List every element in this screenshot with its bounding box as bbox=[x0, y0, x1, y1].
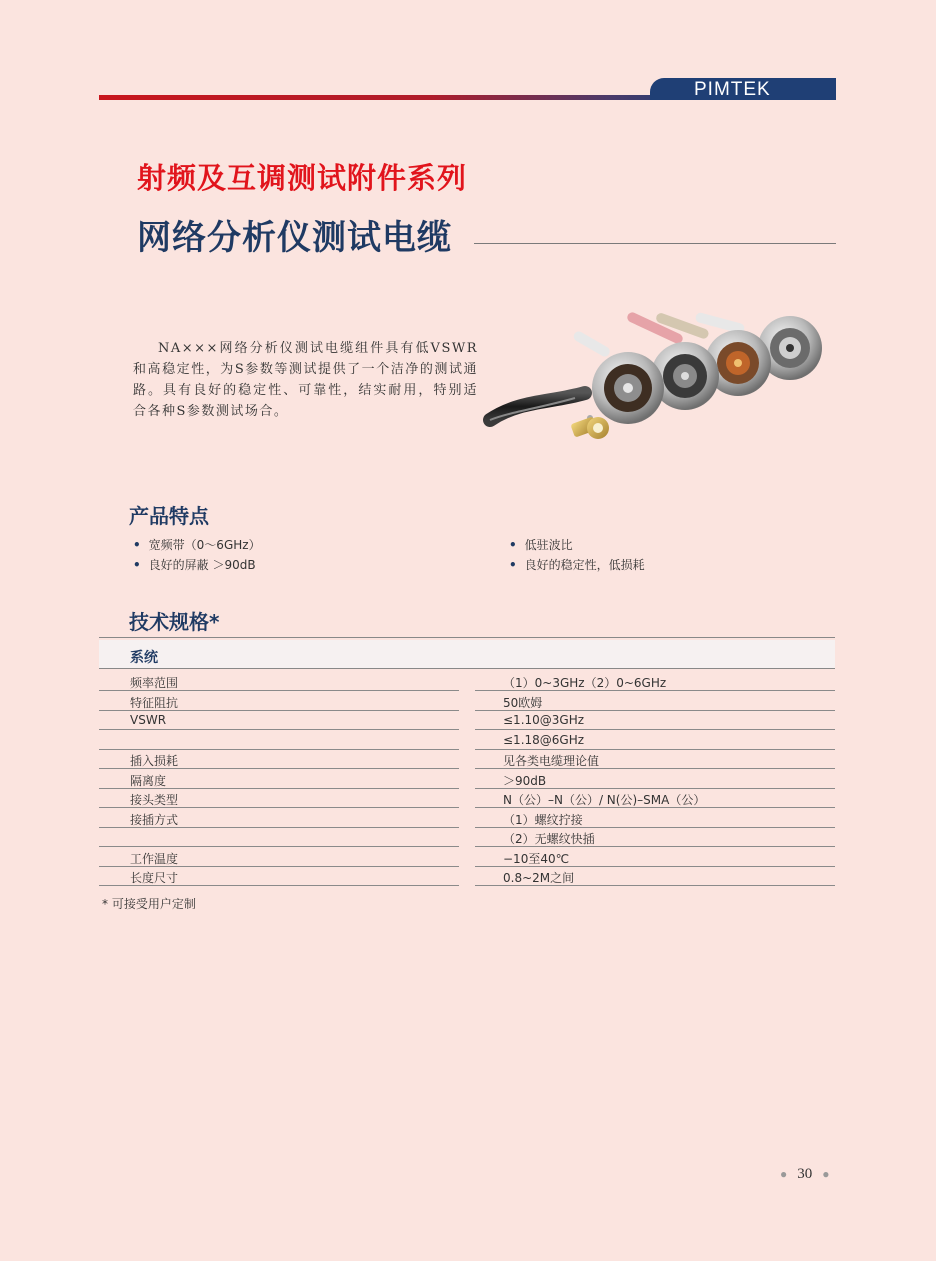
spec-label: 频率范围 bbox=[130, 676, 179, 690]
features-heading: 产品特点 bbox=[129, 504, 209, 528]
spec-label: 特征阻抗 bbox=[130, 695, 179, 710]
features-right bbox=[509, 535, 645, 575]
spec-value-cell bbox=[475, 847, 835, 867]
spec-value: 见各类电缆理论值 bbox=[503, 754, 600, 768]
spec-row bbox=[99, 671, 835, 691]
spec-value-cell bbox=[475, 769, 835, 789]
intro-paragraph: NA×××网络分析仪测试电缆组件具有低VSWR和高稳定性，为S参数等测试提供了一个洁净的测试通路。具有良好的稳定性、可靠性，结实耐用，特别适合各种S参数测试场合。 bbox=[133, 341, 478, 419]
cable-connectors-photo bbox=[480, 308, 840, 458]
dot-icon: ● bbox=[780, 1167, 788, 1181]
spec-value: （2）无螺纹快插 bbox=[503, 832, 595, 846]
spec-value: −10至40℃ bbox=[503, 851, 570, 866]
spec-label-cell bbox=[99, 847, 459, 867]
spec-row bbox=[99, 749, 835, 769]
feature-item: • 良好的屏蔽 ＞90dB bbox=[133, 555, 261, 575]
feature-item: • 低驻波比 bbox=[509, 535, 645, 555]
spec-value: （1）0~3GHz（2）0~6GHz bbox=[503, 676, 667, 690]
feature-item: • 良好的稳定性，低损耗 bbox=[509, 555, 645, 575]
spec-value: ＞90dB bbox=[503, 773, 547, 788]
brand-tab bbox=[650, 78, 836, 100]
spec-row bbox=[99, 866, 835, 886]
series-title: 射频及互调测试附件系列 bbox=[137, 161, 468, 195]
spec-value: （1）螺纹拧接 bbox=[503, 812, 583, 827]
spec-value-cell bbox=[475, 730, 835, 750]
spec-row bbox=[99, 847, 835, 867]
spec-label: 工作温度 bbox=[130, 851, 179, 866]
spec-row bbox=[99, 710, 835, 730]
spec-value: N（公）–N（公）/ N(公)–SMA（公） bbox=[503, 793, 706, 807]
spec-row bbox=[99, 769, 835, 789]
footnote: * 可接受用户定制 bbox=[102, 897, 196, 911]
spec-label-cell bbox=[99, 671, 459, 691]
spec-label-cell bbox=[99, 749, 459, 769]
spec-label-cell bbox=[99, 769, 459, 789]
specs-heading: 技术规格* bbox=[129, 610, 220, 634]
spec-label-cell bbox=[99, 866, 459, 886]
page-number-value: 30 bbox=[797, 1166, 813, 1182]
page-number bbox=[770, 1166, 840, 1183]
spec-label: 隔离度 bbox=[130, 773, 167, 788]
spec-label: 接头类型 bbox=[130, 793, 179, 807]
spec-label-cell bbox=[99, 730, 459, 750]
spec-value-cell bbox=[475, 788, 835, 808]
title-rule bbox=[474, 243, 836, 244]
spec-value-cell bbox=[475, 749, 835, 769]
spec-row bbox=[99, 808, 835, 828]
spec-label: 长度尺寸 bbox=[130, 871, 179, 885]
spec-label-cell bbox=[99, 788, 459, 808]
specs-section-header bbox=[99, 640, 835, 669]
spec-row bbox=[99, 691, 835, 711]
specs-top-rule bbox=[99, 637, 835, 638]
spec-row bbox=[99, 788, 835, 808]
spec-label-cell bbox=[99, 808, 459, 828]
spec-row bbox=[99, 827, 835, 847]
spec-label-cell bbox=[99, 691, 459, 711]
spec-value-cell bbox=[475, 710, 835, 730]
spec-label: VSWR bbox=[130, 713, 167, 727]
spec-value: 0.8~2M之间 bbox=[503, 871, 575, 885]
spec-value: 50欧姆 bbox=[503, 695, 543, 710]
spec-value-cell bbox=[475, 691, 835, 711]
specs-section-label: 系统 bbox=[130, 650, 158, 666]
spec-label-cell bbox=[99, 827, 459, 847]
spec-value-cell bbox=[475, 827, 835, 847]
brand-name: PIMTEK bbox=[694, 79, 771, 100]
spec-value-cell bbox=[475, 866, 835, 886]
spec-label-cell bbox=[99, 710, 459, 730]
spec-value-cell bbox=[475, 808, 835, 828]
spec-label: 插入损耗 bbox=[130, 754, 179, 768]
spec-value: ≤1.18@6GHz bbox=[503, 732, 585, 747]
spec-value: ≤1.10@3GHz bbox=[503, 713, 585, 727]
dot-icon: ● bbox=[822, 1167, 830, 1181]
features-left bbox=[133, 535, 261, 575]
spec-label: 接插方式 bbox=[130, 812, 179, 827]
product-title: 网络分析仪测试电缆 bbox=[137, 218, 452, 258]
header-rule bbox=[99, 95, 699, 100]
spec-row bbox=[99, 730, 835, 750]
feature-item: • 宽频带（0～6GHz） bbox=[133, 535, 261, 555]
spec-value-cell bbox=[475, 671, 835, 691]
